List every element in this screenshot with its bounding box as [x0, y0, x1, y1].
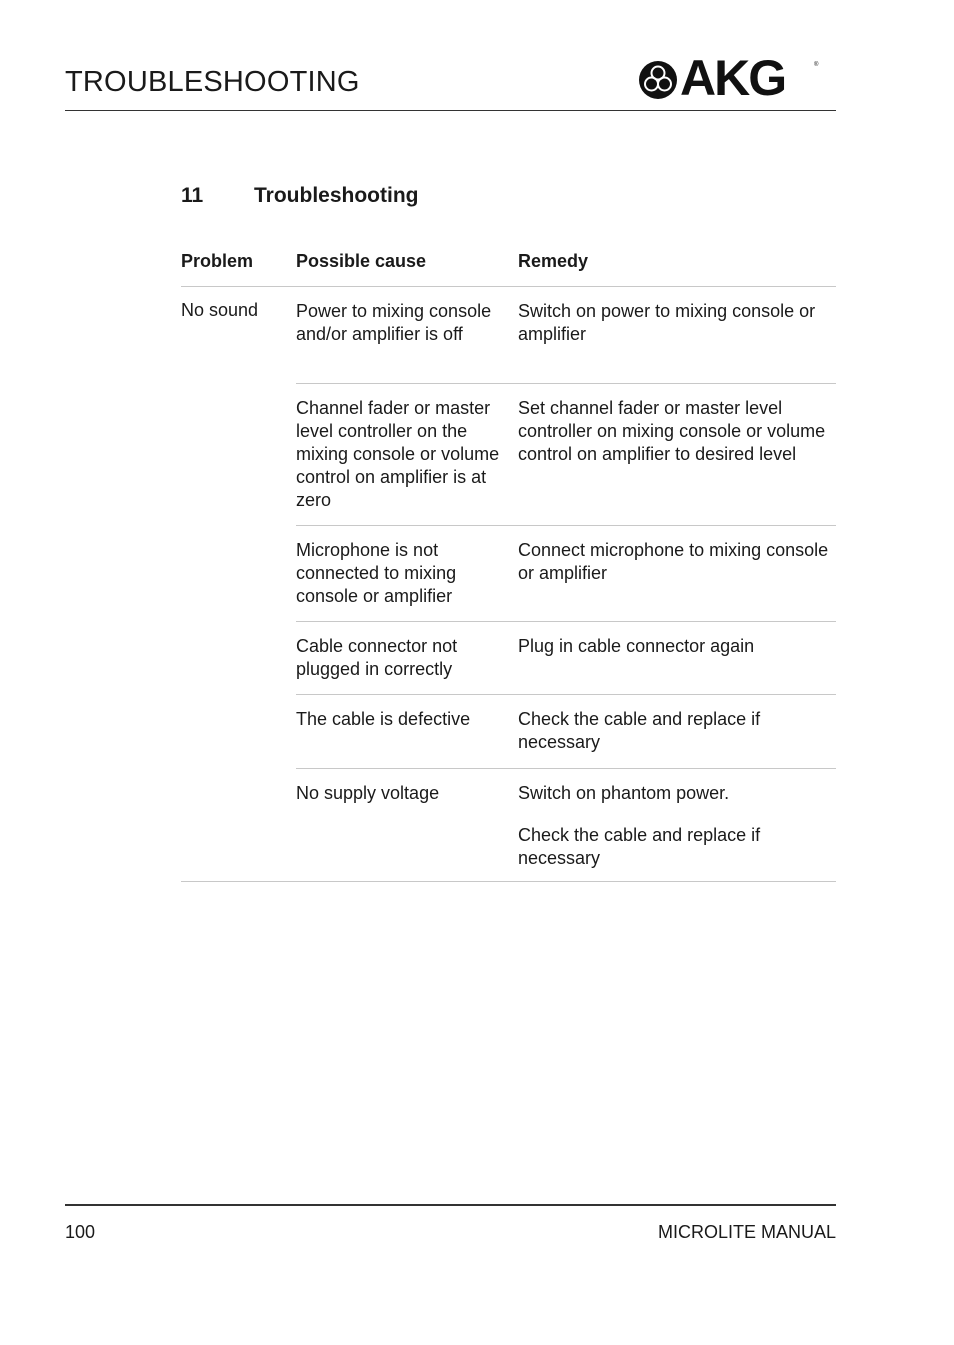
- remedy-text: Set channel fader or master level controller on mixing console or volume control on amplifier to desired level: [518, 398, 826, 464]
- section-title: Troubleshooting: [254, 184, 419, 207]
- table-row: [296, 695, 836, 769]
- remedy-text: Check the cable and replace if necessary: [518, 825, 761, 868]
- akg-logo: [638, 50, 820, 106]
- column-header-cause: Possible cause: [296, 251, 427, 271]
- troubleshooting-table: [181, 248, 836, 882]
- section-number: 11: [181, 184, 204, 207]
- cause-cell: The cable is defective: [296, 709, 471, 729]
- remedy-text: Switch on power to mixing console or amplifier: [518, 301, 816, 344]
- akg-logo-text: AKG: [680, 50, 786, 106]
- registered-mark: ®: [814, 62, 819, 68]
- column-header-problem: Problem: [181, 251, 254, 271]
- remedy-cell: [518, 708, 836, 754]
- cause-cell: Channel fader or master level controller on the mixing console or volume control on amplifier is at zero: [296, 398, 500, 510]
- remedy-text: Check the cable and replace if necessary: [518, 709, 761, 752]
- remedy-cell: [518, 397, 836, 466]
- table-row: [296, 384, 836, 526]
- table-row: [296, 287, 836, 384]
- remedy-cell: [518, 782, 836, 870]
- header-divider: [65, 110, 836, 111]
- remedy-text: Switch on phantom power.: [518, 783, 730, 803]
- akg-clover-icon: [638, 60, 678, 100]
- manual-title: MICROLITE MANUAL: [657, 1222, 836, 1242]
- remedy-text: Connect microphone to mixing console or amplifier: [518, 540, 829, 583]
- table-row: [296, 622, 836, 695]
- cause-cell: Cable connector not plugged in correctly: [296, 636, 458, 679]
- column-header-remedy: Remedy: [518, 251, 589, 271]
- remedy-cell: [518, 300, 836, 346]
- table-header: [181, 248, 836, 287]
- table-row: [296, 769, 836, 882]
- page-header-title: TROUBLESHOOTING: [65, 66, 360, 98]
- remedy-cell: [518, 635, 836, 658]
- remedy-text: Plug in cable connector again: [518, 636, 755, 656]
- page-number: 100: [65, 1222, 96, 1242]
- section-heading: [181, 184, 418, 208]
- problem-cell: No sound: [181, 300, 259, 320]
- remedy-cell: [518, 539, 836, 585]
- table-bottom-rule: [181, 881, 836, 882]
- cause-cell: Power to mixing console and/or amplifier is off: [296, 301, 492, 344]
- table-row: [296, 526, 836, 622]
- table-rows: [296, 287, 836, 882]
- cause-cell: Microphone is not connected to mixing console or amplifier: [296, 540, 457, 606]
- cause-cell: No supply voltage: [296, 783, 440, 803]
- footer-divider: [65, 1204, 836, 1206]
